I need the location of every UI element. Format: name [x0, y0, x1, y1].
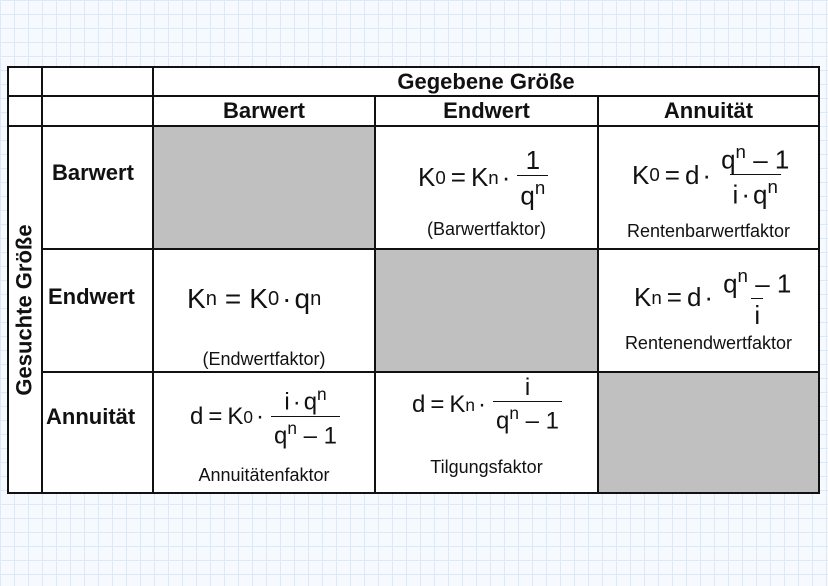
formula-superscript: n [310, 287, 322, 310]
fraction-denominator [730, 174, 781, 209]
column-header-barwert: Barwert [223, 98, 305, 123]
table-rule-column-3 [597, 96, 599, 494]
caption-annuitaetenfaktor: Annuitätenfaktor [198, 465, 330, 485]
formula-subscript: 0 [435, 166, 446, 188]
fraction-numerator [281, 385, 329, 416]
formula-symbol: q [721, 144, 736, 175]
formula-subscript: n [205, 287, 217, 310]
table-border-top [8, 66, 819, 68]
formula-term: – 1 [753, 144, 790, 175]
formula-subscript: 0 [243, 406, 253, 427]
fraction-denominator: i [751, 298, 763, 330]
fraction-numerator: i [524, 374, 531, 401]
row-header-barwert: Barwert [52, 160, 134, 185]
column-header-annuitaet: Annuität [663, 98, 754, 123]
formula-superscript: n [317, 384, 327, 404]
formula-equals: = [224, 283, 242, 314]
formula-dot: · [741, 179, 750, 210]
formula-equals: = [666, 282, 682, 313]
formula-term: – 1 [303, 422, 338, 450]
formula-symbol: q [274, 422, 288, 450]
formula-symbol: i [732, 179, 739, 210]
formula-superscript: n [509, 403, 519, 424]
formula-equals: = [430, 391, 445, 419]
table-rule-row-1 [42, 248, 819, 250]
caption-rentenbarwertfaktor: Rentenbarwertfaktor [626, 221, 791, 241]
formula-symbol: K [249, 283, 268, 314]
formula-symbol: d [412, 391, 426, 419]
formula-equals: = [450, 162, 466, 193]
formula-term: – 1 [755, 268, 792, 299]
formula-dot: · [478, 391, 486, 419]
formula-symbol: K [449, 391, 466, 419]
fraction-numerator [720, 266, 794, 298]
shaded-cell-annuitaet-annuitaet [598, 372, 819, 493]
formula-symbol: K [187, 283, 206, 314]
formula-fraction [493, 375, 562, 435]
table-rule-columns [8, 125, 819, 127]
table-rule-column-2 [374, 96, 376, 494]
formula-superscript: n [767, 175, 778, 197]
formula-annuitaet-from-endwert [412, 375, 562, 435]
table-rule-header [8, 95, 819, 97]
row-header-annuitaet: Annuität [46, 404, 136, 429]
formula-barwert-from-endwert [418, 146, 548, 209]
formula-annuitaet-from-barwert [190, 385, 340, 450]
header-given-size: Gegebene Größe [397, 68, 575, 94]
formula-endwert-from-barwert [187, 283, 321, 315]
row-header-endwert: Endwert [48, 284, 135, 309]
table-border-left [7, 66, 9, 494]
formula-dot: · [702, 159, 712, 190]
formula-fraction [718, 142, 792, 209]
caption-endwertfaktor: (Endwertfaktor) [202, 349, 326, 369]
header-searched-size-label: Gesuchte Größe [12, 223, 37, 396]
formula-subscript: n [488, 166, 499, 188]
formula-symbol: K [418, 162, 436, 193]
formula-superscript: n [287, 417, 297, 438]
table-rule-row-2 [42, 371, 819, 373]
table-rule-label-column [41, 66, 43, 494]
formula-fraction [720, 266, 794, 329]
caption-tilgungsfaktor: Tilgungsfaktor [430, 457, 543, 477]
formula-symbol: q [294, 283, 311, 314]
caption-rentenendwertfaktor: Rentenendwertfaktor [624, 333, 793, 353]
formula-symbol: i [284, 388, 290, 416]
formula-fraction [271, 385, 340, 450]
formula-dot: · [704, 282, 714, 313]
header-searched-size [8, 126, 42, 493]
formula-symbol: K [632, 159, 650, 190]
formula-superscript: n [534, 176, 546, 198]
formula-symbol: d [684, 159, 700, 190]
formula-symbol: d [190, 403, 204, 431]
formula-dot: · [282, 283, 292, 314]
fraction-denominator [493, 401, 562, 435]
formula-symbol: q [723, 268, 738, 299]
formula-symbol: q [520, 179, 535, 210]
formula-symbol: q [303, 388, 318, 416]
formula-endwert-from-annuitaet [634, 266, 794, 329]
formula-subscript: n [465, 394, 475, 415]
formula-symbol: q [496, 407, 510, 435]
fraction-numerator [718, 142, 792, 174]
formula-symbol: q [753, 179, 768, 210]
formula-subscript: n [651, 286, 662, 308]
formula-term: – 1 [525, 407, 560, 435]
formula-symbol: K [634, 282, 652, 313]
formula-equals: = [664, 159, 680, 190]
formula-dot: · [292, 388, 301, 416]
shaded-cell-barwert-barwert [153, 126, 375, 249]
caption-barwertfaktor: (Barwertfaktor) [426, 219, 547, 239]
formula-equals: = [208, 403, 223, 431]
fraction-denominator [271, 416, 340, 450]
table-border-bottom [8, 492, 819, 494]
formula-superscript: n [737, 265, 748, 286]
formula-symbol: K [470, 162, 489, 193]
table-rule-column-1 [152, 66, 154, 494]
formula-dot: · [256, 403, 264, 431]
column-header-endwert: Endwert [443, 98, 530, 123]
formula-subscript: 0 [649, 164, 660, 186]
fraction-denominator [517, 175, 548, 210]
formula-barwert-from-annuitaet [632, 142, 792, 209]
fraction-numerator: 1 [525, 145, 541, 175]
formula-dot: · [501, 162, 511, 193]
formula-fraction [517, 146, 548, 209]
formula-symbol: K [227, 403, 244, 431]
formula-symbol: d [686, 282, 702, 313]
shaded-cell-endwert-endwert [375, 249, 598, 372]
formula-subscript: 0 [267, 287, 280, 310]
table-border-right [818, 66, 820, 494]
formula-superscript: n [735, 141, 746, 162]
